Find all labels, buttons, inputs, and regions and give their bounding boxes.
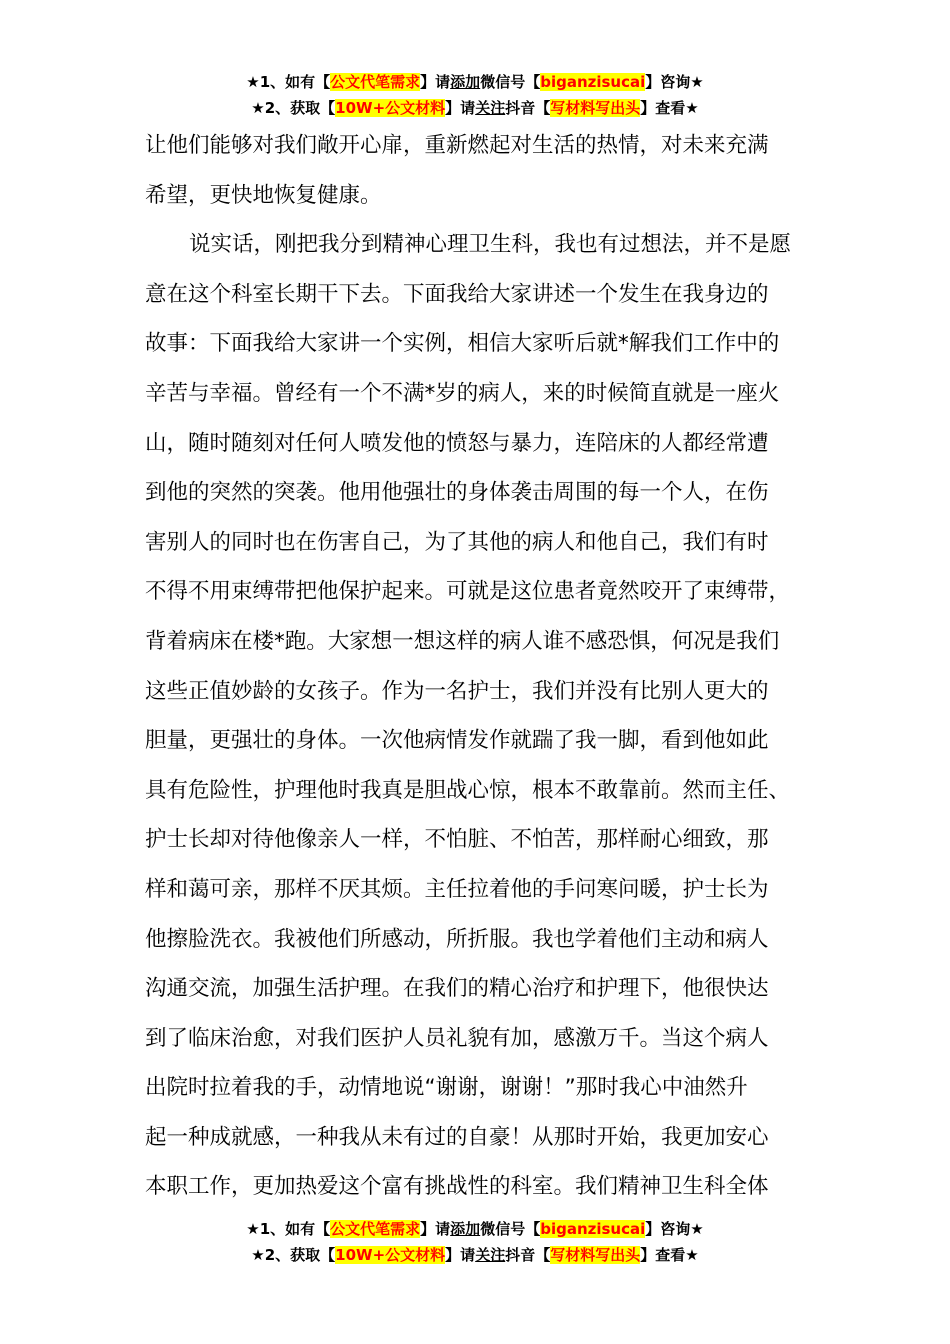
banner-line-1: [0, 1216, 950, 1242]
text-line: 出院时拉着我的手，动情地说“谢谢，谢谢！”那时我心中油然升: [145, 1075, 748, 1101]
text-line: 到他的突然的突袭。他用他强壮的身体袭击周围的每一个人，在伤: [145, 480, 769, 506]
text-line: 起一种成就感，一种我从未有过的自豪！从那时开始，我更加安心: [145, 1124, 769, 1150]
text-line: 不得不用束缚带把他保护起来。可就是这位患者竟然咬开了束缚带，: [145, 579, 791, 605]
paragraph-start-line: 说实话，刚把我分到精神心理卫生科，我也有过想法，并不是愿: [189, 232, 792, 258]
banner-text: 抖音【: [505, 1246, 551, 1264]
banner-text: 】请: [445, 1246, 476, 1264]
text-line: 让他们能够对我们敞开心扉，重新燃起对生活的热情，对未来充满: [145, 133, 769, 158]
highlight-service: 公文代笔需求: [330, 1220, 421, 1238]
highlight-materials: 10W+公文材料: [335, 1246, 446, 1264]
star-icon: ★: [690, 73, 704, 91]
banner-text: 2、获取【: [264, 99, 336, 117]
banner-text: 1、如有【: [259, 1220, 331, 1238]
banner-text: 】请: [445, 99, 476, 117]
banner-text: 2、获取【: [264, 1246, 336, 1264]
text-line: 这些正值妙龄的女孩子。作为一名护士，我们并没有比别人更大的: [145, 678, 769, 704]
star-icon: ★: [685, 99, 699, 117]
banner-text: 微信号【: [480, 1220, 541, 1238]
text-line: 害别人的同时也在伤害自己，为了其他的病人和他自己，我们有时: [145, 529, 769, 555]
text-line: 沟通交流，加强生活护理。在我们的精心治疗和护理下，他很快达: [145, 976, 769, 1002]
text-line: 希望，更快地恢复健康。: [145, 182, 382, 208]
star-icon: ★: [246, 73, 260, 91]
banner-text: 】查看: [640, 1246, 686, 1264]
highlight-service: 公文代笔需求: [330, 73, 421, 91]
banner-text: 】请: [420, 1220, 451, 1238]
highlight-wechat-id: biganzisucai: [540, 1220, 646, 1238]
banner-text: 微信号【: [480, 73, 541, 91]
banner-line-1: [0, 69, 950, 95]
footer-banner: [0, 1216, 950, 1268]
banner-emphasis: 添加: [450, 1220, 481, 1238]
header-banner: [0, 69, 950, 121]
text-line: 具有危险性，护理他时我真是胆战心惊，根本不敢靠前。然而主任、: [145, 777, 791, 803]
star-icon: ★: [690, 1220, 704, 1238]
text-line: 到了临床治愈，对我们医护人员礼貌有加，感激万千。当这个病人: [145, 1025, 769, 1051]
banner-emphasis: 添加: [450, 73, 481, 91]
text-line: 护士长却对待他像亲人一样，不怕脏、不怕苦，那样耐心细致，那: [145, 827, 769, 853]
highlight-wechat-id: biganzisucai: [540, 73, 646, 91]
banner-emphasis: 关注: [475, 99, 506, 117]
text-line: 背着病床在楼*跑。大家想一想这样的病人谁不感恐惧，何况是我们: [145, 628, 780, 654]
text-line: 故事：下面我给大家讲一个实例，相信大家听后就*解我们工作中的: [145, 331, 780, 357]
text-line: 胆量，更强壮的身体。一次他病情发作就踹了我一脚，看到他如此: [145, 728, 769, 754]
star-icon: ★: [246, 1220, 260, 1238]
star-icon: ★: [251, 1246, 265, 1264]
banner-text: 】咨询: [645, 1220, 691, 1238]
text-line: 意在这个科室长期干下去。下面我给大家讲述一个发生在我身边的: [145, 281, 769, 307]
banner-line-2: [0, 1242, 950, 1268]
text-line: 辛苦与幸福。曾经有一个不满*岁的病人，来的时候简直就是一座火: [145, 380, 780, 406]
text-line: 样和蔼可亲，那样不厌其烦。主任拉着他的手问寒问暖，护士长为: [145, 876, 769, 902]
banner-text: 抖音【: [505, 99, 551, 117]
banner-text: 1、如有【: [259, 73, 331, 91]
banner-text: 】请: [420, 73, 451, 91]
highlight-douyin: 写材料写出头: [550, 1246, 641, 1264]
text-line: 本职工作，更加热爱这个富有挑战性的科室。我们精神卫生科全体: [145, 1174, 769, 1200]
text-line: 他擦脸洗衣。我被他们所感动，所折服。我也学着他们主动和病人: [145, 926, 769, 952]
star-icon: ★: [251, 99, 265, 117]
highlight-materials: 10W+公文材料: [335, 99, 446, 117]
banner-line-2: [0, 95, 950, 121]
text-line: 山，随时随刻对任何人喷发他的愤怒与暴力，连陪床的人都经常遭: [145, 430, 769, 456]
banner-emphasis: 关注: [475, 1246, 506, 1264]
banner-text: 】咨询: [645, 73, 691, 91]
highlight-douyin: 写材料写出头: [550, 99, 641, 117]
document-body: [145, 126, 810, 1217]
banner-text: 】查看: [640, 99, 686, 117]
star-icon: ★: [685, 1246, 699, 1264]
